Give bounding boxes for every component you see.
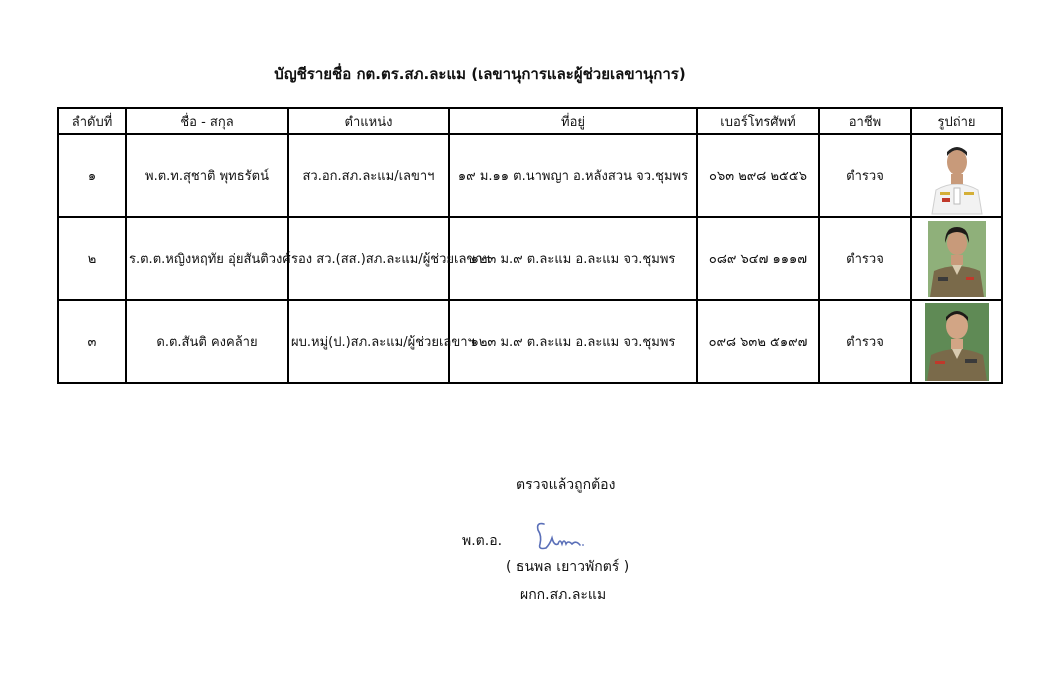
table-row: [58, 217, 1002, 300]
signer-rank: พ.ต.อ.: [462, 533, 503, 549]
cell-no: ๑: [58, 134, 126, 217]
cell-photo: [911, 217, 1002, 300]
header-name: ชื่อ - สกุล: [126, 108, 288, 134]
cell-position: รอง สว.(สส.)สภ.ละแม/ผู้ช่วยเลขาฯ: [288, 217, 449, 300]
cell-name: ร.ต.ต.หญิงหฤทัย อุ่ยสันติวงศ์: [126, 217, 288, 300]
portrait-khaki-uniform-icon: [928, 221, 986, 297]
portrait-white-uniform-icon: [928, 138, 986, 214]
cell-address: ๑๙ ม.๑๑ ต.นาพญา อ.หลังสวน จว.ชุมพร: [449, 134, 697, 217]
cell-occupation: ตำรวจ: [819, 300, 911, 383]
certified-correct-text: ตรวจแล้วถูกต้อง: [516, 477, 616, 493]
cell-photo: [911, 300, 1002, 383]
cell-address: ๑๒๓ ม.๙ ต.ละแม อ.ละแม จว.ชุมพร: [449, 217, 697, 300]
cell-phone: ๐๘๙ ๖๔๗ ๑๑๑๗: [697, 217, 819, 300]
header-address: ที่อยู่: [449, 108, 697, 134]
table-header-row: [58, 108, 1002, 134]
cell-no: ๓: [58, 300, 126, 383]
cell-phone: ๐๖๓ ๒๙๘ ๒๕๕๖: [697, 134, 819, 217]
roster-table: [57, 107, 1003, 384]
cell-position: สว.อก.สภ.ละแม/เลขาฯ: [288, 134, 449, 217]
cell-name: ด.ต.สันติ คงคล้าย: [126, 300, 288, 383]
header-occupation: อาชีพ: [819, 108, 911, 134]
cell-photo: [911, 134, 1002, 217]
page-title: บัญชีรายชื่อ กต.ตร.สภ.ละแม (เลขานุการและผู้ช่วยเลขานุการ): [274, 65, 686, 83]
table-row: [58, 134, 1002, 217]
header-photo: รูปถ่าย: [911, 108, 1002, 134]
cell-phone: ๐๙๘ ๖๓๒ ๕๑๙๗: [697, 300, 819, 383]
portrait-khaki-uniform-icon: [925, 303, 989, 381]
header-no: ลำดับที่: [58, 108, 126, 134]
cell-occupation: ตำรวจ: [819, 134, 911, 217]
signer-name: ( ธนพล เยาวพักตร์ ): [506, 559, 630, 575]
cell-occupation: ตำรวจ: [819, 217, 911, 300]
header-position: ตำแหน่ง: [288, 108, 449, 134]
cell-position: ผบ.หมู่(ป.)สภ.ละแม/ผู้ช่วยเลขาฯ: [288, 300, 449, 383]
signer-position: ผกก.สภ.ละแม: [520, 587, 607, 603]
table-row: [58, 300, 1002, 383]
header-phone: เบอร์โทรศัพท์: [697, 108, 819, 134]
cell-address: ๑๒๓ ม.๙ ต.ละแม อ.ละแม จว.ชุมพร: [449, 300, 697, 383]
signature-icon: [532, 514, 588, 554]
cell-name: พ.ต.ท.สุชาติ พุทธรัตน์: [126, 134, 288, 217]
cell-no: ๒: [58, 217, 126, 300]
